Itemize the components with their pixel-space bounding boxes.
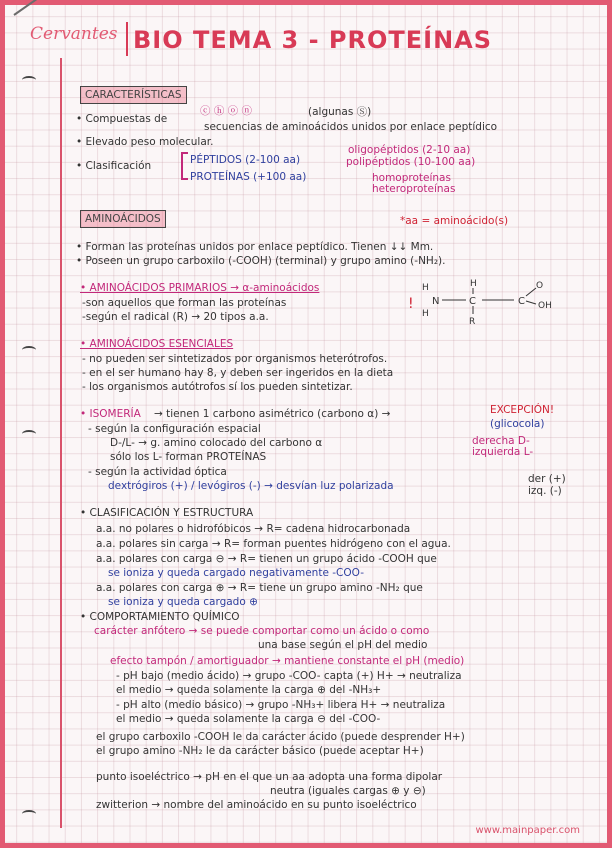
text: a.a. polares sin carga → R= forman puentes hidrógeno con el agua. bbox=[96, 538, 451, 550]
text: carácter anfótero → se puede comportar como un ácido o como bbox=[94, 625, 430, 637]
text: PROTEÍNAS (+100 aa) bbox=[190, 171, 307, 183]
pen-icon bbox=[13, 0, 55, 16]
text: → tienen 1 carbono asimétrico (carbono α) → bbox=[154, 408, 391, 420]
subheading: • AMINOÁCIDOS ESENCIALES bbox=[80, 338, 234, 350]
text: a.a. polares con carga ⊕ → R= tiene un grupo amino -NH₂ que bbox=[96, 582, 423, 594]
text: izq. (-) bbox=[528, 485, 562, 497]
text: a.a. polares con carga ⊖ → R= tienen un grupo ácido -COOH que bbox=[96, 553, 437, 565]
svg-text:C: C bbox=[469, 296, 476, 307]
text: efecto tampón / amortiguador → mantiene constante el pH (medio) bbox=[110, 655, 465, 667]
text: - no pueden ser sintetizados por organismos heterótrofos. bbox=[82, 353, 388, 365]
exception-label: EXCEPCIÓN! bbox=[490, 404, 555, 416]
text: homoproteínas bbox=[372, 172, 451, 184]
svg-text:H: H bbox=[422, 283, 429, 293]
text: - en el ser humano hay 8, y deben ser ingeridos en la dieta bbox=[82, 367, 394, 379]
svg-text:H: H bbox=[422, 309, 429, 319]
subheading: • AMINOÁCIDOS PRIMARIOS → α-aminoácidos bbox=[80, 282, 320, 294]
text: el grupo amino -NH₂ le da carácter básico (puede aceptar H+) bbox=[96, 745, 424, 757]
binder-hole bbox=[22, 346, 36, 354]
text: PÉPTIDOS (2-100 aa) bbox=[190, 154, 301, 166]
section-caracteristicas: CARACTERÍSTICAS bbox=[80, 86, 187, 104]
warning-icon: ! bbox=[408, 296, 414, 312]
text: - los organismos autótrofos sí los pueden sintetizar. bbox=[82, 381, 353, 393]
text: • Compuestas de bbox=[76, 113, 168, 125]
text: polipéptidos (10-100 aa) bbox=[346, 156, 476, 168]
text: dextrógiros (+) / levógiros (-) → desvían luz polarizada bbox=[108, 480, 394, 492]
text: el medio → queda solamente la carga ⊖ del -COO- bbox=[116, 713, 381, 725]
text: una base según el pH del medio bbox=[258, 639, 428, 651]
subheading: • CLASIFICACIÓN Y ESTRUCTURA bbox=[80, 507, 254, 519]
text: se ioniza y queda cargado ⊕ bbox=[108, 596, 258, 608]
brace bbox=[181, 152, 188, 180]
margin-line bbox=[60, 58, 62, 828]
page-title: BIO TEMA 3 - PROTEÍNAS bbox=[133, 26, 493, 54]
text: se ioniza y queda cargado negativamente -COO- bbox=[108, 567, 364, 579]
binder-hole bbox=[22, 76, 36, 84]
text: - pH alto (medio básico) → grupo -NH₃+ libera H+ → neutraliza bbox=[116, 699, 446, 711]
text: - pH bajo (medio ácido) → grupo -COO- capta (+) H+ → neutraliza bbox=[116, 670, 462, 682]
note: *aa = aminoácido(s) bbox=[400, 215, 509, 227]
svg-text:H: H bbox=[470, 279, 477, 289]
text: - según la configuración espacial bbox=[88, 423, 261, 435]
text: oligopéptidos (2-10 aa) bbox=[348, 144, 471, 156]
text: • Elevado peso molecular. bbox=[76, 136, 214, 148]
text: heteroproteínas bbox=[372, 183, 456, 195]
text: punto isoeléctrico → pH en el que un aa adopta una forma dipolar bbox=[96, 771, 443, 783]
footer-url: www.mainpaper.com bbox=[475, 825, 580, 836]
text: der (+) bbox=[528, 473, 566, 485]
text: el grupo carboxilo -COOH le da carácter ácido (puede desprender H+) bbox=[96, 731, 465, 743]
text: • Forman las proteínas unidos por enlace peptídico. Tienen ↓↓ Mm. bbox=[76, 241, 434, 253]
binder-hole bbox=[22, 430, 36, 438]
aminoacid-structure-diagram bbox=[408, 278, 578, 338]
binder-hole bbox=[22, 810, 36, 818]
text: secuencias de aminoácidos unidos por enlace peptídico bbox=[204, 121, 498, 133]
text: neutra (iguales cargas ⊕ y ⊖) bbox=[270, 785, 426, 797]
brand-logo: Cervantes bbox=[30, 24, 118, 44]
text: zwitterion → nombre del aminoácido en su punto isoeléctrico bbox=[96, 799, 417, 811]
text: (glicocola) bbox=[490, 418, 545, 430]
subheading: • COMPORTAMIENTO QUÍMICO bbox=[80, 611, 240, 623]
svg-text:OH: OH bbox=[538, 301, 552, 311]
text: • Clasificación bbox=[76, 160, 152, 172]
text: derecha D- bbox=[472, 435, 530, 447]
text: (algunas Ⓢ) bbox=[308, 106, 372, 118]
text: D-/L- → g. amino colocado del carbono α bbox=[110, 437, 323, 449]
text: - según la actividad óptica bbox=[88, 466, 227, 478]
subheading: • ISOMERÍA bbox=[80, 408, 141, 420]
text: -son aquellos que forman las proteínas bbox=[82, 297, 287, 309]
text: • Poseen un grupo carboxilo (-COOH) (terminal) y grupo amino (-NH₂). bbox=[76, 255, 446, 267]
elements-text: ⓒ ⓗ ⓞ ⓝ bbox=[200, 105, 253, 117]
text: a.a. no polares o hidrofóbicos → R= cadena hidrocarbonada bbox=[96, 523, 411, 535]
text: izquierda L- bbox=[472, 446, 534, 458]
svg-text:O: O bbox=[536, 281, 544, 291]
svg-text:R: R bbox=[469, 317, 476, 327]
text: el medio → queda solamente la carga ⊕ del -NH₃+ bbox=[116, 684, 382, 696]
section-aminoacidos: AMINOÁCIDOS bbox=[80, 210, 166, 228]
text: -según el radical (R) → 20 tipos a.a. bbox=[82, 311, 269, 323]
svg-text:N: N bbox=[432, 296, 440, 307]
text: sólo los L- forman PROTEÍNAS bbox=[110, 451, 267, 463]
svg-text:C: C bbox=[518, 296, 525, 307]
